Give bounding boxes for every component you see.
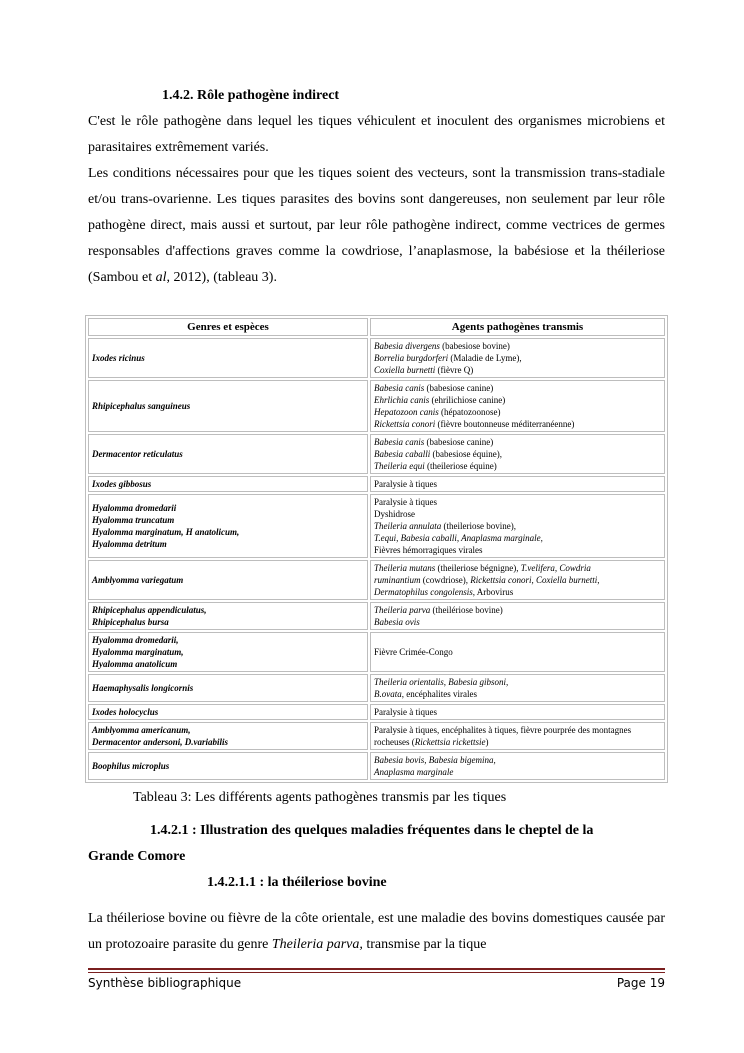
agent-italic: Rickettsia rickettsie [414,737,486,747]
species-name: Amblyomma variegatum [92,575,184,585]
agent-text: , [597,575,600,585]
agent-text: (fièvre Q) [435,365,474,375]
agent-line [374,508,661,520]
agent-italic: Coxiella burnetti [374,365,436,375]
agent-text: (babesiose canine) [424,383,494,393]
agent-italic: Babesia bovis, Babesia bigemina, [374,755,496,765]
genre-cell [88,722,368,750]
genre-cell [88,494,368,558]
agents-cell [370,602,665,630]
species-name: Hyalomma marginatum, [92,647,184,657]
paragraph-italic: al [155,270,167,285]
genre-cell [88,704,368,720]
agent-line [374,478,661,490]
header-agents: Agents pathogènes transmis [370,318,665,336]
agent-text: Paralysie à tiques [374,479,437,489]
table-body [88,338,665,780]
agent-italic: Rickettsia conori [374,419,436,429]
agents-cell [370,704,665,720]
species-name: Rhipicephalus sanguineus [92,401,191,411]
agent-italic: Ehrlichia canis [374,395,430,405]
genre-cell [88,602,368,630]
agent-italic: Hepatozoon canis [374,407,439,417]
agent-italic: ruminantium [374,575,421,585]
species-name: Hyalomma dromedarii [92,503,177,513]
agent-line [374,364,661,376]
subsection-heading-continued: Grande Comore [88,849,186,864]
agent-text: (theileriose équine) [424,461,497,471]
agent-italic: Theileria mutans [374,563,436,573]
paragraph-text: Les conditions nécessaires pour que les tiques soient des vecteurs, sont la transmission trans-stadiale et/ou trans-ovarienne. Les tiques parasites des bovins sont dangereuses, non seulement par leur rôle pathogène direct, mais aussi et surtout, par leur rôle pathogène indirect, comme vectrices de germes responsables d'affections graves comme la cowdriose, l’anaplasmose, la babésiose et la théileriose (Sambou et [88,166,665,285]
genre-cell [88,434,368,474]
agent-italic: B.ovata [374,689,402,699]
agent-line [374,724,661,736]
agent-line [374,520,661,532]
genre-cell [88,632,368,672]
species-name: Hyalomma detritum [92,539,167,549]
agents-cell [370,494,665,558]
species-name: Boophilus microplus [92,761,170,771]
agent-text: (theilériose bovine) [430,605,503,615]
agent-line [374,754,661,766]
agent-italic: Babesia ovis [374,617,420,627]
agent-italic: Theileria orientalis, Babesia gibsoni, [374,677,509,687]
agent-text: (ehrilichiose canine) [429,395,506,405]
table-row [88,722,665,750]
agents-cell [370,722,665,750]
agent-italic: T.equi, Babesia caballi, Anaplasma marginale, [374,533,543,543]
genre-cell [88,560,368,600]
table-row [88,338,665,378]
agents-cell [370,752,665,780]
agent-line [374,460,661,472]
agent-text: (theileriose bovine), [441,521,516,531]
agent-italic: Babesia canis [374,437,425,447]
table-row [88,560,665,600]
table-row [88,380,665,432]
agent-italic: T.velifera, Cowdria [520,563,591,573]
species-name: Hyalomma anatolicum [92,659,178,669]
agent-text: (cowdriose), [420,575,471,585]
agent-text: (babesiose équine), [430,449,502,459]
agents-cell [370,632,665,672]
genre-cell [88,338,368,378]
agents-cell [370,674,665,702]
pathogen-table [85,315,668,783]
agent-line [374,544,661,556]
agent-line [374,394,661,406]
table-row [88,494,665,558]
species-name: Hyalomma truncatum [92,515,175,525]
agent-text: , encéphalites virales [401,689,477,699]
paragraph-conditions [88,161,665,291]
table-header-row [88,318,665,336]
species-name: Dermacentor reticulatus [92,449,183,459]
agent-italic: Babesia caballi [374,449,431,459]
agent-text: (babesiose canine) [424,437,494,447]
agents-cell [370,338,665,378]
agent-line [374,340,661,352]
agent-line [374,766,661,778]
agent-line [374,352,661,364]
agents-cell [370,476,665,492]
table-row [88,434,665,474]
table-row [88,752,665,780]
agent-line [374,736,661,748]
agent-line [374,646,661,658]
agent-text: (babesiose bovine) [439,341,510,351]
genre-cell [88,752,368,780]
genre-cell [88,476,368,492]
footer-section-title: Synthèse bibliographique [88,976,242,990]
table-row [88,476,665,492]
paragraph-theileriose [88,906,665,958]
agent-text: (Maladie de Lyme), [448,353,522,363]
agent-line [374,676,661,688]
species-name: Hyalomma dromedarii, [92,635,179,645]
agent-line [374,706,661,718]
species-name: Amblyomma americanum, [92,725,191,735]
paragraph-text: , 2012), (tableau 3). [166,270,277,285]
header-genre: Genres et espèces [88,318,368,336]
agent-italic: Theileria parva [374,605,431,615]
footer-rule [88,968,665,970]
agent-text: (hépatozoonose) [438,407,501,417]
agent-line [374,532,661,544]
agent-text: , Arbovirus [472,587,514,597]
agent-line [374,496,661,508]
species-name: Rhipicephalus appendiculatus, [92,605,207,615]
agent-italic: Babesia canis [374,383,425,393]
species-name: Ixodes gibbosus [92,479,152,489]
agent-text: Fièvre Crimée-Congo [374,647,453,657]
paragraph-intro: C'est le rôle pathogène dans lequel les tiques véhiculent et inoculent des organismes microbiens et parasitaires extrêmement variés. [88,114,665,155]
genre-cell [88,380,368,432]
agent-italic: Dermatophilus congolensis [374,587,473,597]
section-heading: 1.4.2. Rôle pathogène indirect [162,88,340,103]
table-row [88,674,665,702]
agent-text: Paralysie à tiques, encéphalites à tiques, fièvre pourprée des montagnes [374,725,632,735]
agent-line [374,688,661,700]
agent-line [374,586,661,598]
agent-line [374,406,661,418]
agent-italic: Theileria annulata [374,521,442,531]
paragraph-italic: Theileria parva, [271,937,363,952]
agent-line [374,382,661,394]
agent-text: ) [485,737,489,747]
agent-line [374,562,661,574]
species-name: Ixodes holocyclus [92,707,159,717]
agents-cell [370,380,665,432]
table-row [88,704,665,720]
genre-cell [88,674,368,702]
agent-text: Paralysie à tiques [374,497,437,507]
agent-text: Paralysie à tiques [374,707,437,717]
table-row [88,632,665,672]
table-row [88,602,665,630]
species-name: Hyalomma marginatum, H anatolicum, [92,527,240,537]
sub-subsection-heading: 1.4.2.1.1 : la théileriose bovine [207,875,387,890]
species-name: Rhipicephalus bursa [92,617,169,627]
page-number: Page 19 [616,976,665,990]
agent-italic: Theileria equi [374,461,425,471]
table-caption: Tableau 3: Les différents agents pathogènes transmis par les tiques [133,790,507,805]
agent-text: (fièvre boutonneuse méditerranéenne) [435,419,575,429]
agent-line [374,436,661,448]
species-name: Haemaphysalis longicornis [92,683,194,693]
agent-text: rocheuses ( [374,737,415,747]
agent-italic: Anaplasma marginale [374,767,454,777]
species-name: Dermacentor andersoni, D.variabilis [92,737,229,747]
agents-cell [370,434,665,474]
agent-italic: Rickettsia conori, Coxiella burnetti [470,575,598,585]
subsection-heading: 1.4.2.1 : Illustration des quelques maladies fréquentes dans le cheptel de la [150,823,594,838]
agents-cell [370,560,665,600]
species-name: Ixodes ricinus [92,353,145,363]
paragraph-text: La théileriose bovine ou fièvre de la côte orientale, est une maladie des bovins domestiques causée par un protozoaire parasite du genre [88,911,665,952]
agent-line [374,616,661,628]
agent-italic: Babesia divergens [374,341,440,351]
agent-line [374,604,661,616]
footer-rule-thin [88,972,665,973]
agent-italic: Borrelia burgdorferi [374,353,449,363]
agent-line [374,448,661,460]
agent-text: (theileriose bégnigne), [435,563,521,573]
agent-line [374,574,661,586]
agent-text: Fièvres hémorragiques virales [374,545,483,555]
agent-line [374,418,661,430]
agent-text: Dyshidrose [374,509,415,519]
paragraph-text: transmise par la tique [362,937,487,952]
